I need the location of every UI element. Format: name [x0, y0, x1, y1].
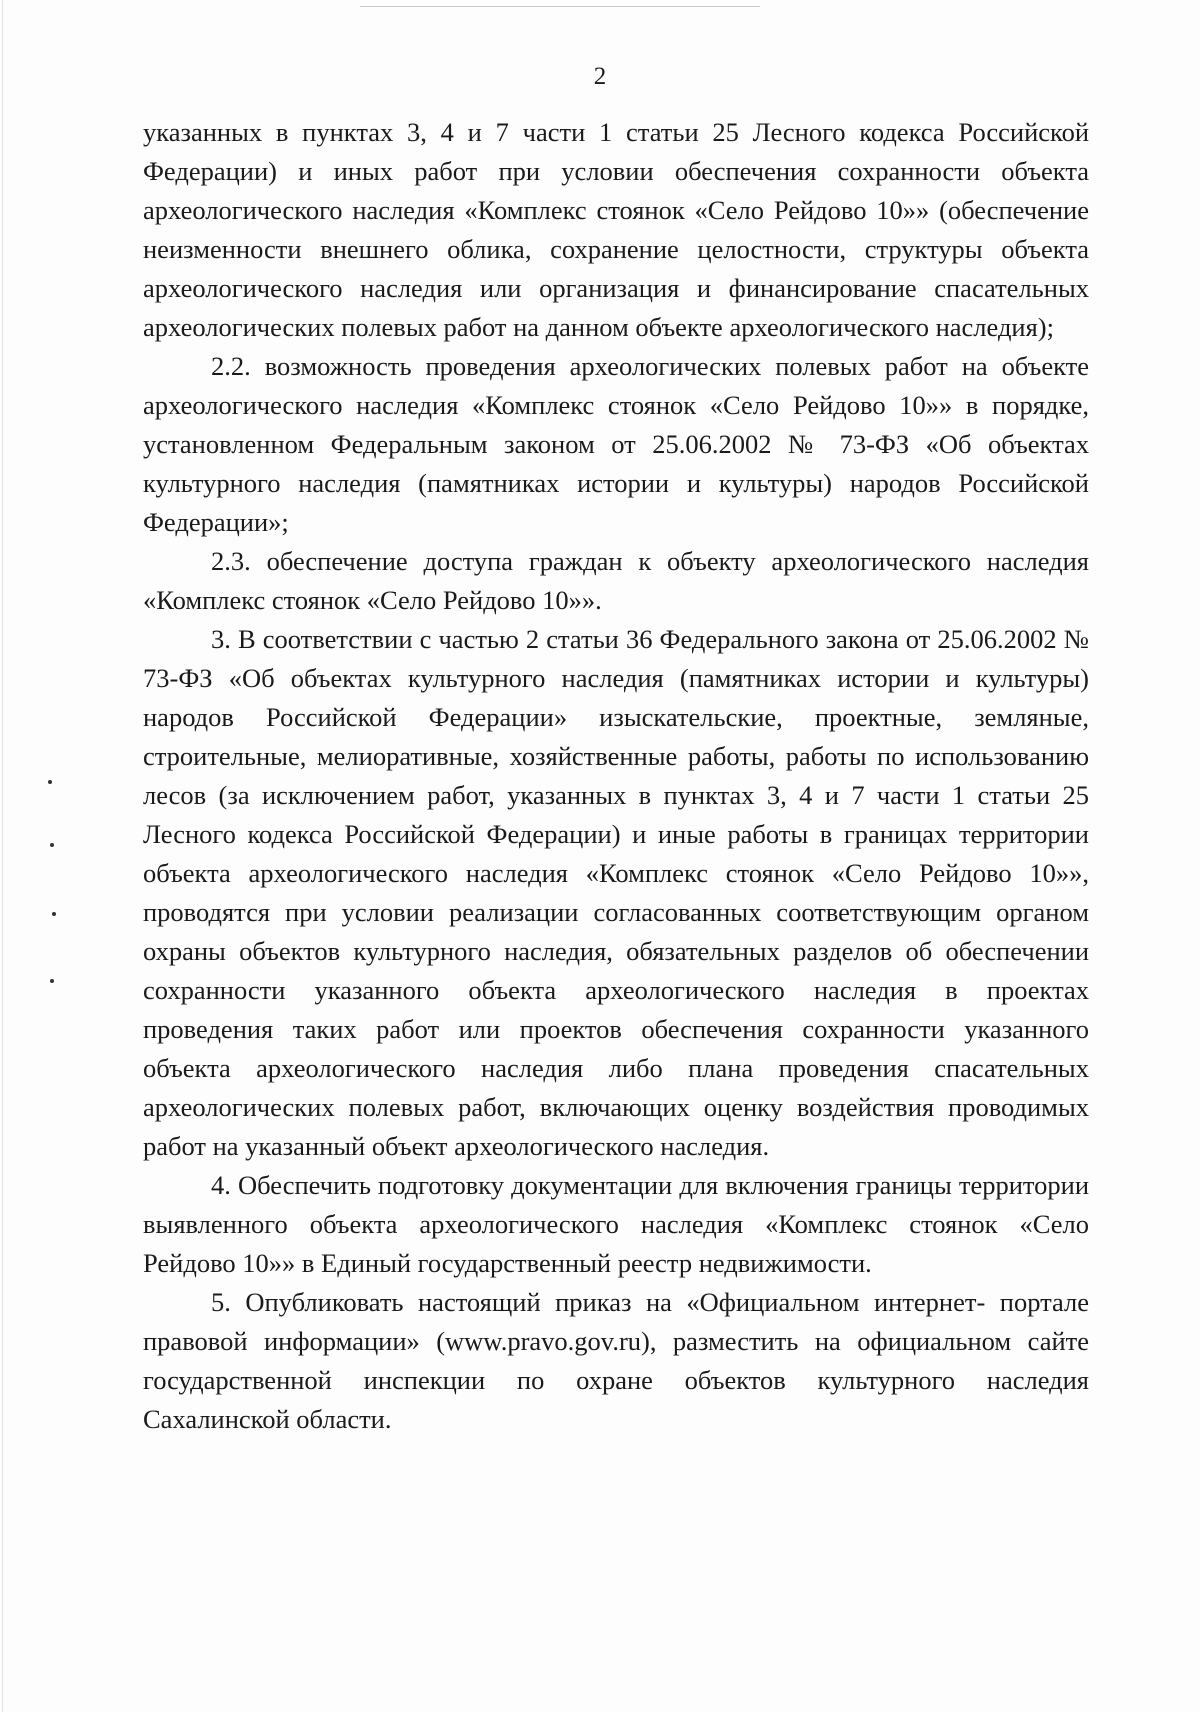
- paragraph-continuation: указанных в пунктах 3, 4 и 7 части 1 статьи 25 Лесного кодекса Российской Федерации) и иных работ при условии обеспечения сохранности объекта археологического наследия «Комплекс стоянок «Село Рейдово 10»» (обеспечение неизменности внешнего облика, сохранение целостности, структуры объекта археологического наследия или организация и финансирование спасательных археологических полевых работ на данном объекте археологического наследия);: [143, 117, 1089, 342]
- scan-artifact-line: [360, 6, 760, 7]
- scan-artifact-edge: [2, 0, 3, 1712]
- page-number: 2: [593, 63, 607, 90]
- paragraph-4: 4. Обеспечить подготовку документации для включения границы территории выявленного объекта археологического наследия «Комплекс стоянок «Село Рейдово 10»» в Единый государственный реестр недвижимости.: [143, 1170, 1089, 1278]
- paragraph-5: 5. Опубликовать настоящий приказ на «Официальном интернет- портале правовой информации» (www.pravo.gov.ru), разместить на официальном сайте государственной инспекции по охране объектов культурного наследия Сахалинской области.: [143, 1287, 1089, 1434]
- paragraph-2-2: 2.2. возможность проведения археологических полевых работ на объекте археологического наследия «Комплекс стоянок «Село Рейдово 10»» в порядке, установленном Федеральным законом от 25.06.2002 № 73-ФЗ «Об объектах культурного наследия (памятниках истории и культуры) народов Российской Федерации»;: [143, 351, 1089, 537]
- paragraph-2-3: 2.3. обеспечение доступа граждан к объекту археологического наследия «Комплекс стоянок «Село Рейдово 10»».: [143, 546, 1089, 615]
- scan-speck: [48, 780, 52, 784]
- scan-speck: [52, 912, 56, 916]
- paragraph-3: 3. В соответствии с частью 2 статьи 36 Федерального закона от 25.06.2002 № 73-ФЗ «Об объектах культурного наследия (памятниках истории и культуры) народов Российской Федерации» изыскательские, проектные, земляные, строительные, мелиоративные, хозяйственные работы, работы по использованию лесов (за исключением работ, указанных в пунктах 3, 4 и 7 части 1 статьи 25 Лесного кодекса Российской Федерации) и иные работы в границах территории объекта археологического наследия «Комплекс стоянок «Село Рейдово 10»», проводятся при условии реализации согласованных соответствующим органом охраны объектов культурного наследия, обязательных разделов об обеспечении сохранности указанного объекта археологического наследия в проектах проведения таких работ или проектов обеспечения сохранности указанного объекта археологического наследия либо плана проведения спасательных археологических полевых работ, включающих оценку воздействия проводимых работ на указанный объект археологического наследия.: [143, 624, 1089, 1161]
- scan-speck: [50, 979, 54, 983]
- document-body: [143, 113, 1089, 1439]
- scan-speck: [50, 843, 54, 847]
